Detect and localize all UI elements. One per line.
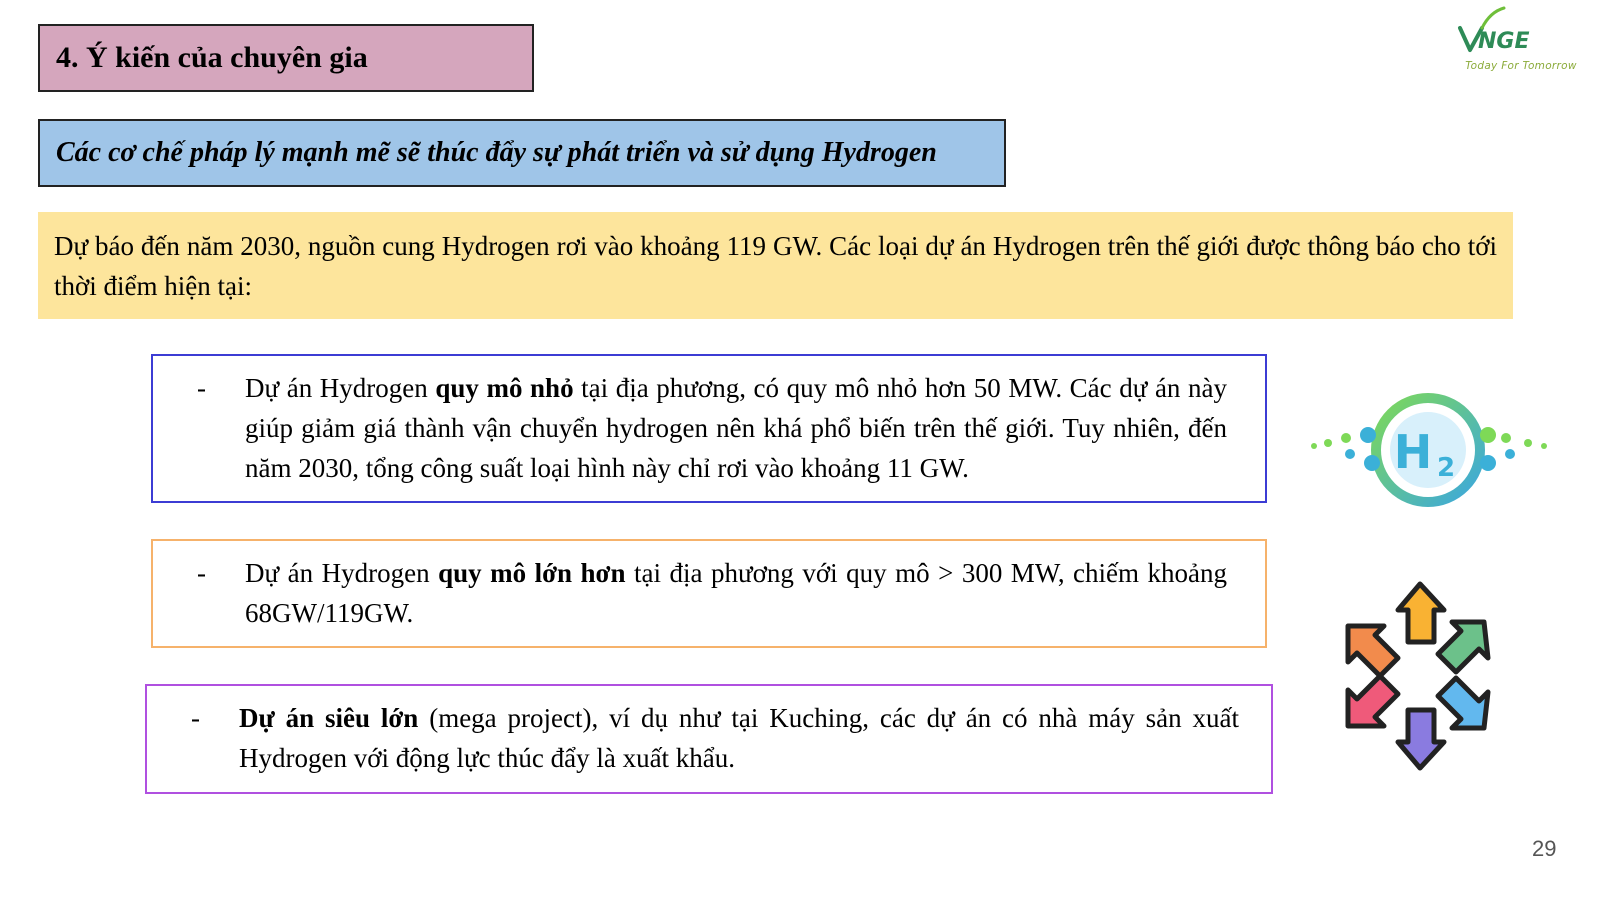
- vnge-logo: [1448, 6, 1594, 76]
- hydrogen-h2-icon: [1300, 388, 1556, 512]
- bullet-box-small-projects: [151, 354, 1267, 503]
- arrow-down: [1398, 710, 1444, 768]
- bullet-text-lead: Dự án Hydrogen: [245, 558, 439, 588]
- arrow-up-left: [1348, 626, 1398, 676]
- h2-letter-h: H: [1393, 425, 1433, 479]
- arrow-down-left: [1348, 676, 1398, 726]
- bullet-text-rest: tại địa phương với quy mô > 300 MW, chiếm khoảng 68GW/119GW.: [245, 558, 1228, 628]
- bullet-text-bold: quy mô nhỏ: [435, 373, 574, 403]
- bullet-dash: -: [191, 703, 200, 733]
- page-number: 29: [1532, 836, 1557, 861]
- bullet-box-large-projects: [151, 539, 1267, 648]
- arrow-down-right: [1438, 678, 1488, 728]
- directional-arrows-icon: [1338, 578, 1518, 774]
- section-title: 4. Ý kiến của chuyên gia: [38, 24, 534, 92]
- vnge-logo-mark: [1448, 6, 1594, 60]
- bullet-text: [245, 368, 1227, 488]
- bullet-text-rest: tại địa phương, có quy mô nhỏ hơn 50 MW. Các dự án này giúp giảm giá thành vận chuyển hydrogen nên khá phổ biến trên thế giới. Tuy nhiên, đến năm 2030, tổng công suất loại hình này chỉ rơi vào khoảng 11 GW.: [245, 373, 1227, 483]
- bullet-box-mega-projects: [145, 684, 1273, 794]
- bullet-text: [245, 553, 1227, 633]
- bullet-dash: -: [197, 373, 206, 403]
- section-subtitle: Các cơ chế pháp lý mạnh mẽ sẽ thúc đẩy sự phát triển và sử dụng Hydrogen: [38, 119, 1006, 187]
- h2-subscript-2: 2: [1436, 453, 1456, 483]
- arrow-up: [1398, 584, 1444, 642]
- intro-paragraph: Dự báo đến năm 2030, nguồn cung Hydrogen rơi vào khoảng 119 GW. Các loại dự án Hydrogen trên thế giới được thông báo cho tới thời điểm hiện tại:: [38, 212, 1513, 319]
- bullet-text-bold: Dự án siêu lớn: [239, 703, 419, 733]
- vnge-logo-tagline: Today For Tomorrow: [1465, 60, 1577, 72]
- bullet-text-lead: Dự án Hydrogen: [245, 373, 436, 403]
- bullet-text-bold: quy mô lớn hơn: [438, 558, 626, 588]
- bullet-text-rest: (mega project), ví dụ như tại Kuching, các dự án có nhà máy sản xuất Hydrogen với động lực thúc đẩy là xuất khẩu.: [239, 703, 1239, 773]
- bullet-text: [239, 698, 1239, 778]
- bullet-dash: -: [197, 558, 206, 588]
- vnge-logo-wordmark: NGE: [1478, 29, 1530, 54]
- arrow-up-right: [1438, 622, 1488, 672]
